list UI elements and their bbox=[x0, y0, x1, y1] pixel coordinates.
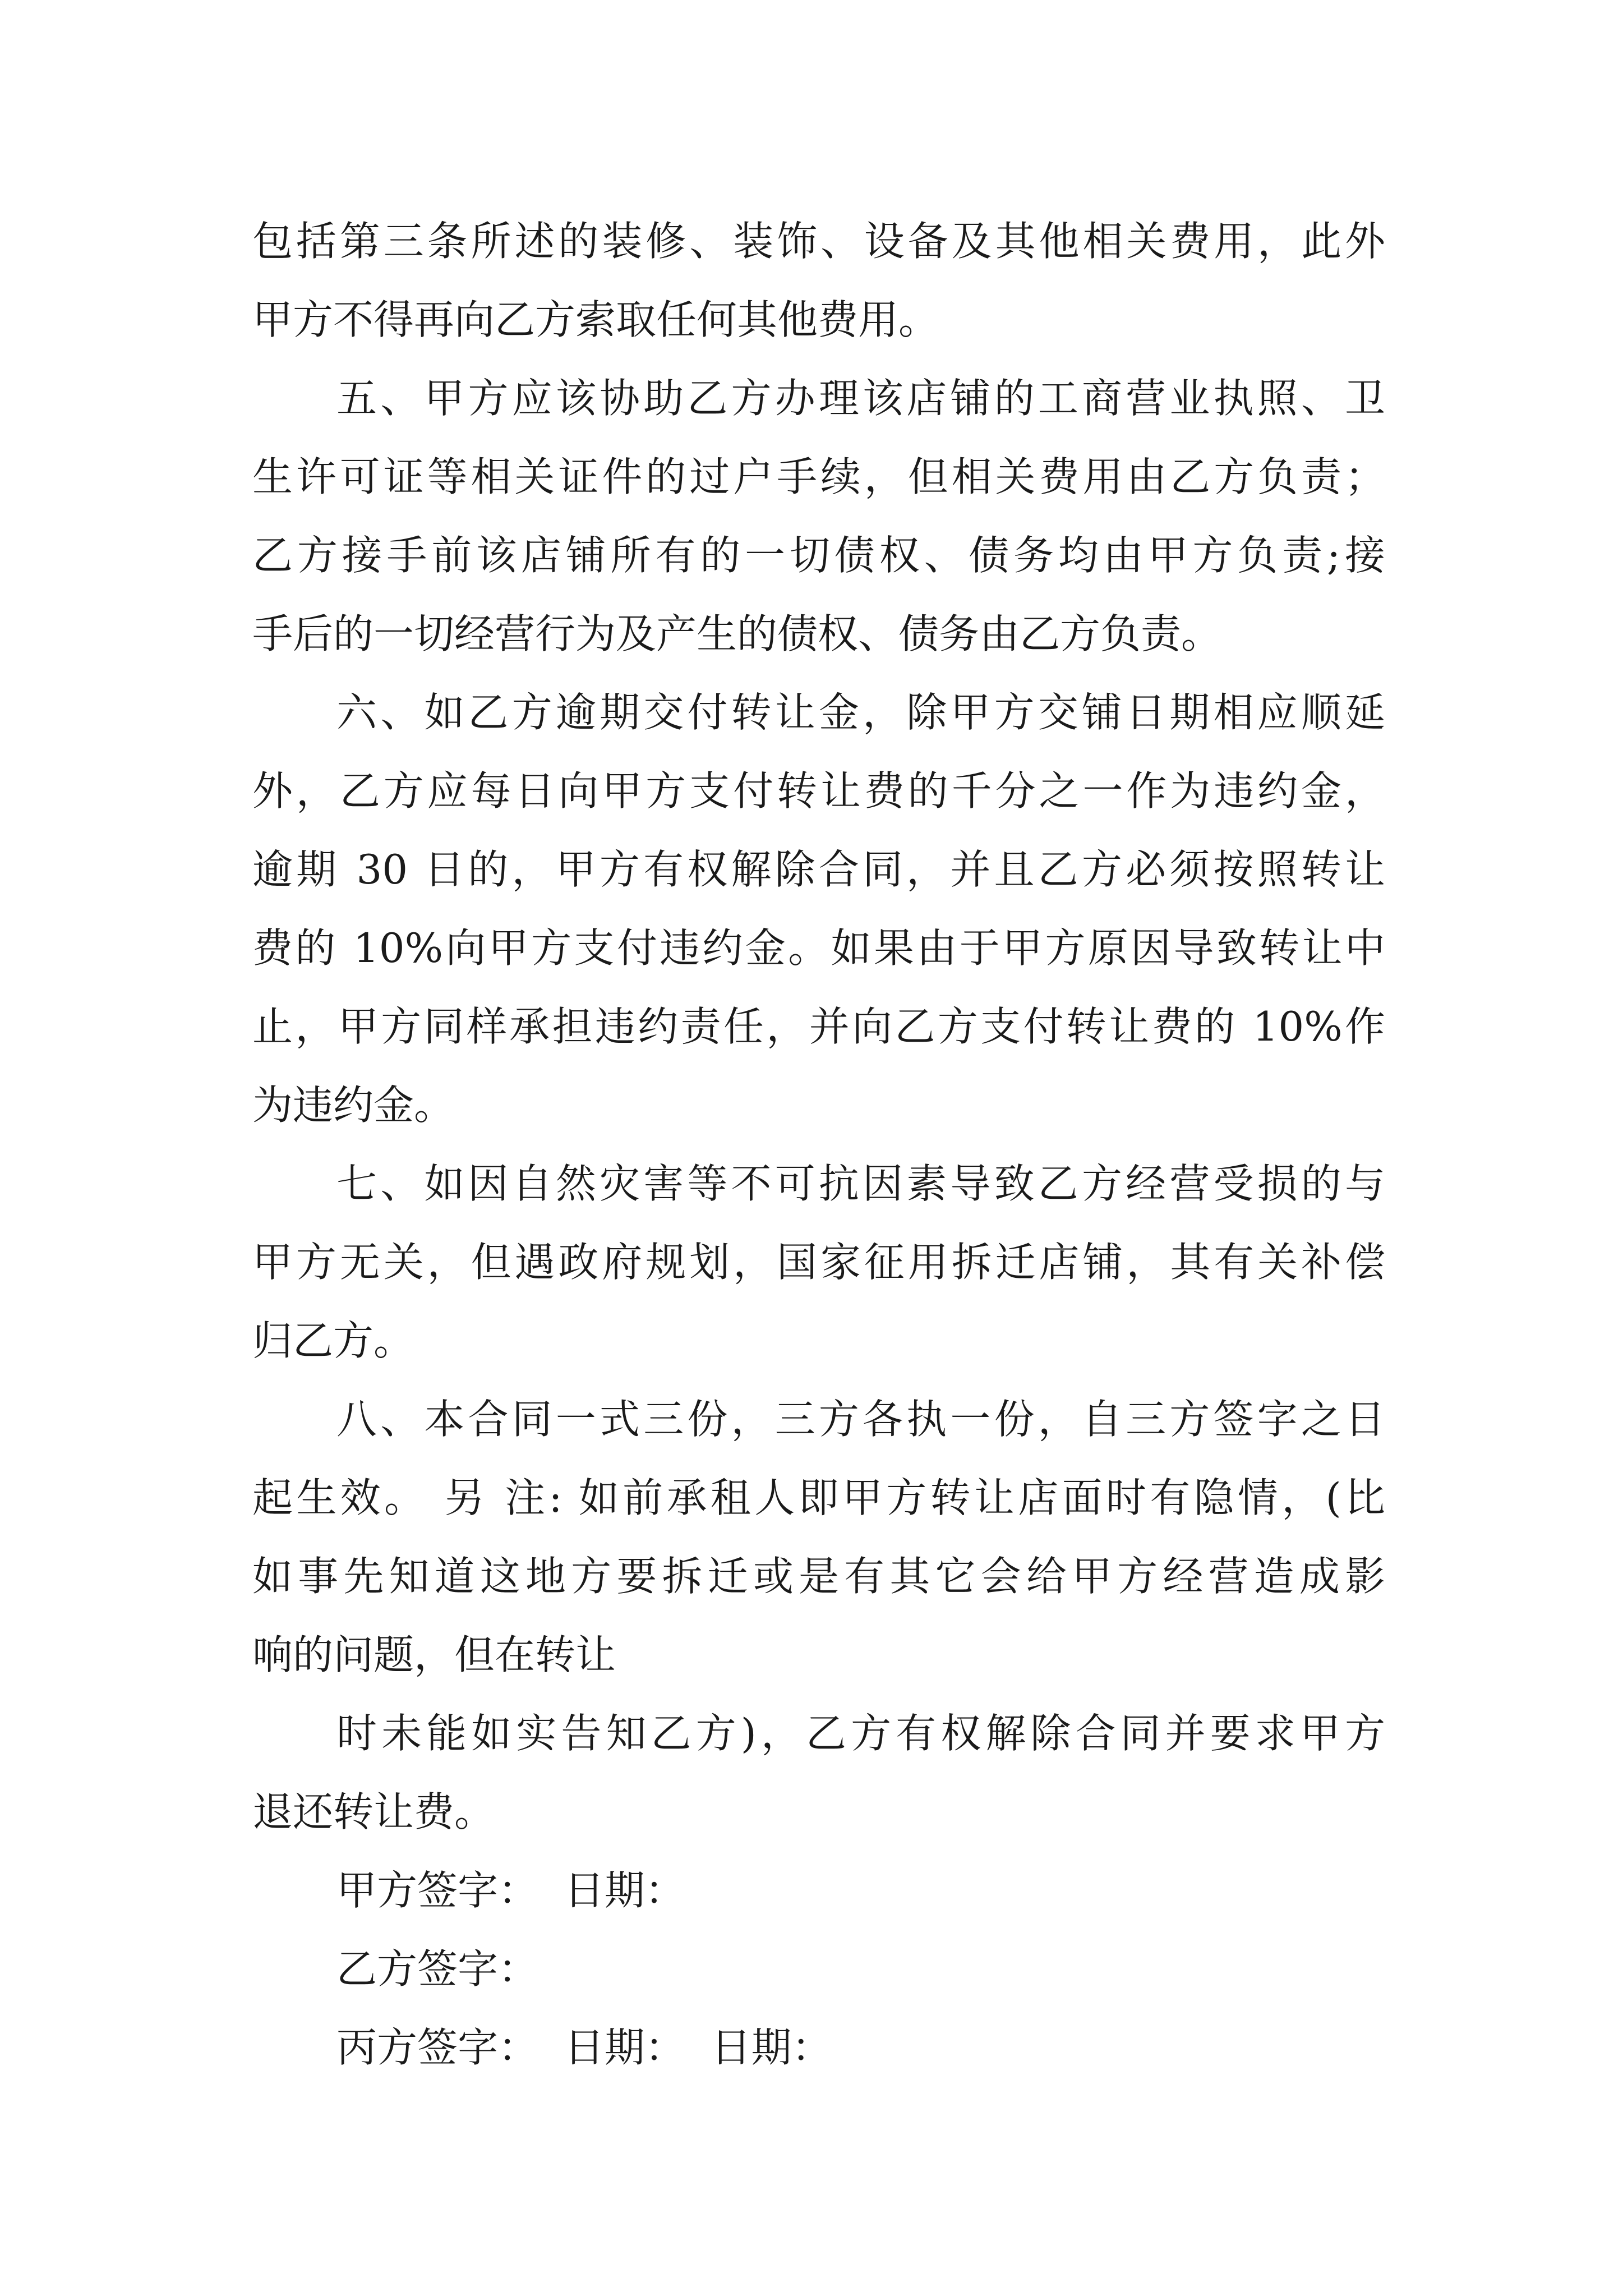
party-c-signature: 丙方签字： 日期： 日期： bbox=[336, 2024, 832, 2071]
clause-6-line: 止，甲方同样承担违约责任，并向乙方支付转让费的 10%作 bbox=[252, 1003, 1385, 1050]
clause-8-line: 如事先知道这地方要拆迁或是有其它会给甲方经营造成影 bbox=[252, 1553, 1385, 1600]
clause-6-line: 为违约金。 bbox=[252, 1082, 455, 1129]
paragraph-line: 包括第三条所述的装修、装饰、设备及其他相关费用，此外 bbox=[252, 218, 1385, 265]
clause-5-line: 生许可证等相关证件的过户手续，但相关费用由乙方负责； bbox=[252, 453, 1385, 500]
clause-8-line: 起生效。 另 注: 如前承租人即甲方转让店面时有隐情，(比 bbox=[252, 1474, 1385, 1521]
note-line: 退还转让费。 bbox=[252, 1788, 495, 1835]
clause-6-line: 六、如乙方逾期交付转让金，除甲方交铺日期相应顺延 bbox=[336, 689, 1385, 736]
clause-6-line: 费的 10%向甲方支付违约金。如果由于甲方原因导致转让中 bbox=[252, 924, 1385, 972]
clause-6-line: 逾期 30 日的，甲方有权解除合同，并且乙方必须按照转让 bbox=[252, 846, 1385, 893]
clause-8-line: 响的问题，但在转让 bbox=[252, 1631, 616, 1678]
clause-8-line: 八、本合同一式三份，三方各执一份，自三方签字之日 bbox=[336, 1396, 1385, 1443]
clause-5-line: 乙方接手前该店铺所有的一切债权、债务均由甲方负责;接 bbox=[252, 532, 1385, 579]
clause-7-line: 甲方无关，但遇政府规划，国家征用拆迁店铺，其有关补偿 bbox=[252, 1239, 1385, 1286]
party-b-signature: 乙方签字： bbox=[336, 1945, 539, 1993]
clause-5-line: 五、甲方应该协助乙方办理该店铺的工商营业执照、卫 bbox=[336, 375, 1385, 422]
clause-7-line: 归乙方。 bbox=[252, 1317, 414, 1364]
clause-7-line: 七、如因自然灾害等不可抗因素导致乙方经营受损的与 bbox=[336, 1160, 1385, 1207]
clause-5-line: 手后的一切经营行为及产生的债权、债务由乙方负责。 bbox=[252, 610, 1222, 657]
paragraph-line: 甲方不得再向乙方索取任何其他费用。 bbox=[252, 296, 939, 343]
clause-6-line: 外，乙方应每日向甲方支付转让费的千分之一作为违约金， bbox=[252, 767, 1385, 815]
party-a-signature: 甲方签字： 日期： bbox=[336, 1867, 685, 1914]
note-line: 时未能如实告知乙方)，乙方有权解除合同并要求甲方 bbox=[336, 1710, 1385, 1757]
